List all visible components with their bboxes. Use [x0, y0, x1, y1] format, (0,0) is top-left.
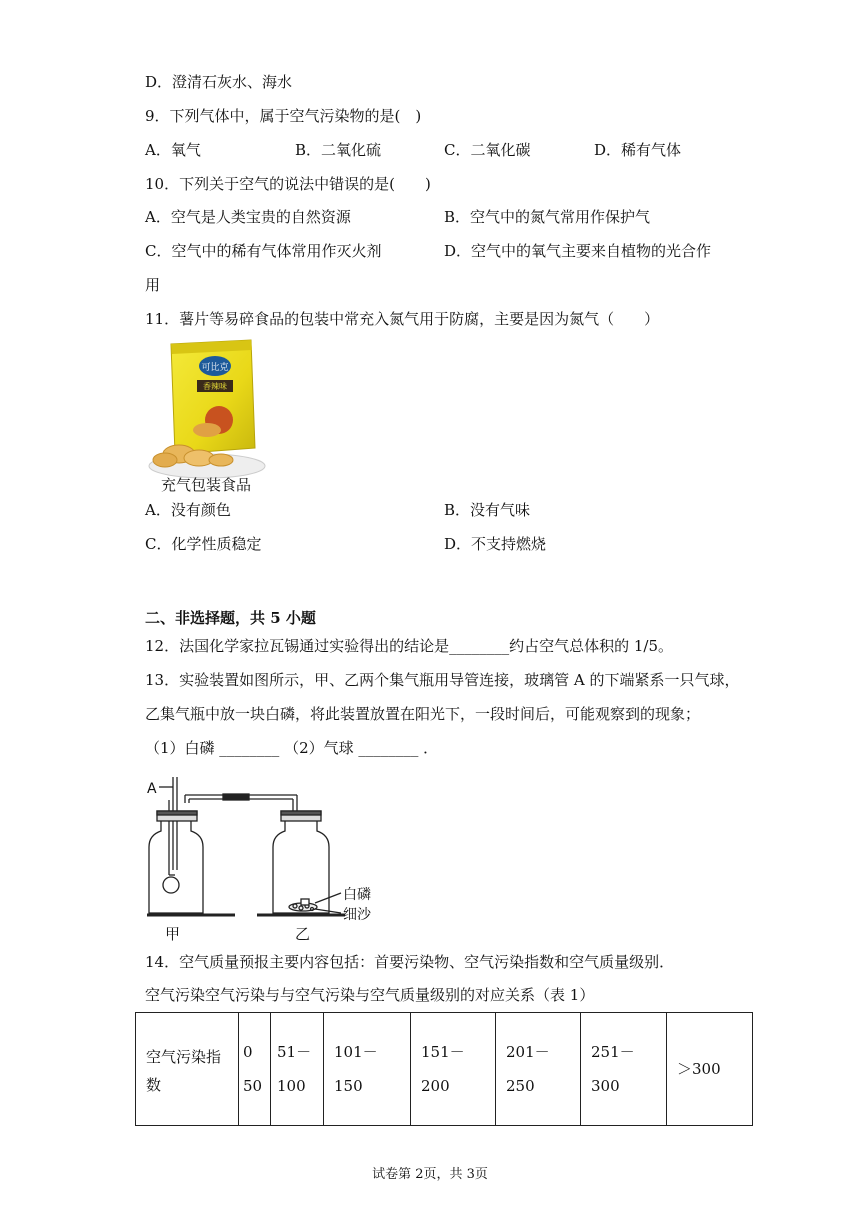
aqi-header-cell: 空气污染指数 [136, 1013, 239, 1126]
q14-stem: 14．空气质量预报主要内容包括：首要污染物、空气污染指数和空气质量级别． [145, 953, 675, 971]
label-white-phosphorus: 白磷 [343, 887, 371, 903]
aqi-range-cell: 101－ 150 [324, 1013, 411, 1126]
q9-stem: 9．下列气体中，属于空气污染物的是( ) [145, 107, 422, 125]
experiment-apparatus-figure [145, 775, 385, 945]
label-fine-sand: 细沙 [343, 907, 371, 923]
svg-text:香辣味: 香辣味 [203, 382, 227, 391]
q9-option-d: D．稀有气体 [594, 141, 682, 159]
label-jia: 甲 [165, 925, 181, 943]
chips-image-caption: 充气包装食品 [160, 476, 252, 494]
q9-option-b: B．二氧化硫 [295, 141, 382, 159]
aqi-range-cell: 201－ 250 [496, 1013, 581, 1126]
q12-stem: 12．法国化学家拉瓦锡通过实验得出的结论是________约占空气总体积的 1/5。 [145, 637, 673, 655]
q11-option-d: D．不支持燃烧 [444, 535, 547, 553]
aqi-range-cell: ＞300 [667, 1013, 753, 1126]
aqi-range-cell: 0 50 [239, 1013, 271, 1126]
q9-option-c: C．二氧化碳 [444, 141, 531, 159]
q13-stem-line2: 乙集气瓶中放一块白磷，将此装置放置在阳光下，一段时间后，可能观察到的现象； [145, 705, 701, 723]
q13-blanks: （1）白磷 ________ （2）气球 ________ ． [145, 739, 439, 757]
q11-option-b: B．没有气味 [444, 501, 531, 519]
q10-option-d-continued: 用 [145, 276, 161, 294]
chips-package-image [145, 338, 267, 494]
page-footer: 试卷第 2页，共 3页 [372, 1167, 488, 1182]
q11-option-a: A．没有颜色 [145, 501, 231, 519]
section-heading: 二、非选择题，共 5 小题 [145, 609, 316, 627]
q10-stem: 10．下列关于空气的说法中错误的是( ) [145, 175, 431, 193]
label-a: A [147, 781, 157, 797]
label-yi: 乙 [295, 925, 311, 943]
table-row [136, 1013, 753, 1126]
aqi-range-cell: 51－ 100 [271, 1013, 324, 1126]
q11-stem: 11．薯片等易碎食品的包装中常充入氮气用于防腐，主要是因为氮气（ ） [145, 310, 660, 328]
q11-option-c: C．化学性质稳定 [145, 535, 262, 553]
aqi-table [135, 1012, 753, 1126]
q13-stem-line1: 13．实验装置如图所示，甲、乙两个集气瓶用导管连接，玻璃管 A 的下端紧系一只气球， [145, 671, 740, 689]
aqi-range-cell: 251－ 300 [581, 1013, 667, 1126]
q10-option-c: C．空气中的稀有气体常用作灭火剂 [145, 242, 382, 260]
q10-option-b: B．空气中的氮气常用作保护气 [444, 208, 651, 226]
q14-table-caption: 空气污染空气污染与与空气污染与空气质量级别的对应关系（表 1） [145, 986, 595, 1004]
q8-option-d: D．澄清石灰水、海水 [145, 73, 293, 91]
q10-option-a: A．空气是人类宝贵的自然资源 [145, 208, 351, 226]
q10-option-d: D．空气中的氧气主要来自植物的光合作 [444, 242, 712, 260]
q9-option-a: A．氧气 [145, 141, 201, 159]
svg-text:可比克: 可比克 [201, 363, 229, 373]
aqi-range-cell: 151－ 200 [411, 1013, 496, 1126]
